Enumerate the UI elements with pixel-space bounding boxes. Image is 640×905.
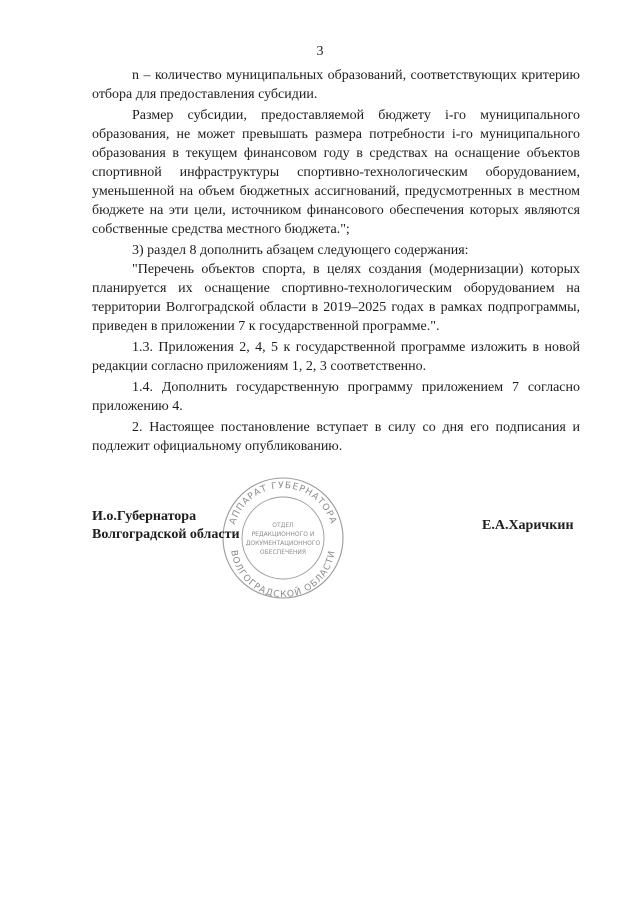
- paragraph: 1.4. Дополнить государственную программу приложением 7 согласно приложению 4.: [92, 380, 580, 414]
- stamp-center-line: ДОКУМЕНТАЦИОННОГО: [245, 540, 321, 547]
- signatory-title: [92, 508, 240, 544]
- page-number: 3: [316, 44, 324, 59]
- paragraph: 3) раздел 8 дополнить абзацем следующего содержания:: [132, 243, 469, 258]
- stamp-ring-bottom-text: ВОЛГОГРАДСКОЙ ОБЛАСТИ: [228, 549, 338, 601]
- svg-text:ВОЛГОГРАДСКОЙ ОБЛАСТИ: [228, 549, 338, 600]
- signatory-title-line1: И.о.Губернатора: [92, 509, 197, 524]
- stamp-center-line: РЕДАКЦИОННОГО И: [251, 531, 315, 538]
- svg-text:АППАРАТ ГУБЕРНАТОРА: [228, 481, 338, 526]
- document-body: [92, 66, 580, 456]
- stamp-center-line: ОБЕСПЕЧЕНИЯ: [259, 549, 307, 556]
- signatory-title-line2: Волгоградской области: [92, 527, 240, 542]
- paragraph: 1.3. Приложения 2, 4, 5 к государственной программе изложить в новой редакции согласно приложениям 1, 2, 3 соответственно.: [92, 340, 580, 374]
- stamp-inner-ring: [242, 497, 324, 579]
- paragraph: 2. Настоящее постановление вступает в силу со дня его подписания и подлежит официальному опубликованию.: [92, 420, 580, 454]
- stamp-ring-top-text: АППАРАТ ГУБЕРНАТОРА: [228, 480, 338, 526]
- paragraph: "Перечень объектов спорта, в целях создания (модернизации) которых планируется их оснащение спортивно-технологическим оборудованием на территории Волгоградской области в 2019–2025 годах в рамках подпрограммы, приведен в приложении 7 к государственной программе.".: [92, 262, 580, 334]
- stamp-center-line: ОТДЕЛ: [272, 522, 294, 529]
- paragraph: n – количество муниципальных образований, соответствующих критерию отбора для предоставления субсидии.: [92, 68, 580, 102]
- signatory-name: Е.А.Харичкин: [482, 518, 574, 533]
- paragraph: Размер субсидии, предоставляемой бюджету i-го муниципального образования, не может превышать размера потребности i-го муниципального образования в текущем финансовом году в средствах на оснащение объектов спортивной инфраструктуры спортивно-технологическим оборудованием, уменьшенной на объем бюджетных ассигнований, предусмотренных в местном бюджете на эти цели, источником финансового обеспечения которых являются собственные средства местного бюджета.";: [92, 108, 580, 237]
